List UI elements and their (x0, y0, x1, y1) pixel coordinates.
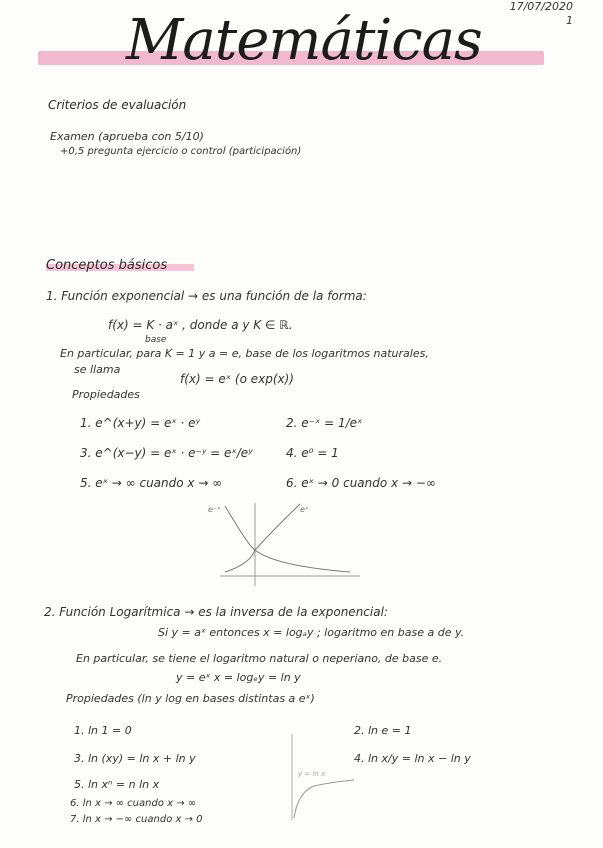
exp-props-label: Propiedades (72, 388, 140, 401)
log-prop-6: 6. ln x → ∞ cuando x → ∞ (70, 798, 197, 809)
exp-prop-2: 2. e⁻ˣ = 1/eˣ (286, 416, 363, 430)
exp-graph-growth-curve (225, 504, 300, 572)
log-prop-5: 5. ln xⁿ = n ln x (74, 778, 160, 791)
exp-called: se llama (74, 363, 121, 376)
exp-formula: f(x) = K · aˣ , donde a y K ∈ ℝ. (108, 318, 293, 332)
page-title: Matemáticas (126, 8, 482, 73)
log-formula: y = eˣ x = logₑy = ln y (176, 671, 301, 684)
exp-title: 1. Función exponencial → es una función de la forma: (46, 289, 367, 303)
exp-prop-1: 1. e^(x+y) = eˣ · eʸ (80, 416, 201, 430)
exp-particular: En particular, para K = 1 y a = e, base de los logaritmos naturales, (60, 347, 429, 360)
date-text: 17/07/2020 (509, 0, 573, 13)
exp-graph-sketch (200, 498, 370, 588)
criteria-line-1: Examen (aprueba con 5/10) (50, 130, 204, 143)
log-prop-1: 1. ln 1 = 0 (74, 724, 132, 737)
log-graph-sketch (284, 730, 356, 824)
date-header (510, 0, 573, 28)
log-prop-3: 3. ln (xy) = ln x + ln y (74, 752, 196, 765)
log-graph-curve (294, 780, 354, 818)
exp-prop-6: 6. eˣ → 0 cuando x → −∞ (286, 476, 436, 490)
criteria-line-2: +0,5 pregunta ejercicio o control (participación) (60, 146, 302, 157)
log-prop-4: 4. ln x/y = ln x − ln y (354, 752, 471, 765)
criteria-heading: Criterios de evaluación (48, 98, 187, 112)
log-particular: En particular, se tiene el logaritmo natural o neperiano, de base e. (76, 652, 443, 665)
log-prop-7: 7. ln x → −∞ cuando x → 0 (70, 814, 203, 825)
exp-prop-5: 5. eˣ → ∞ cuando x → ∞ (80, 476, 223, 490)
exp-prop-4: 4. e⁰ = 1 (286, 446, 339, 460)
log-props-label: Propiedades (ln y log en bases distintas a eˣ) (66, 692, 315, 705)
exp-graph-label-decay: e⁻ˣ (208, 505, 221, 514)
exp-graph-label-growth: eˣ (300, 505, 309, 514)
concepts-heading: Conceptos básicos (46, 258, 168, 273)
exp-prop-3: 3. e^(x−y) = eˣ · e⁻ʸ = eˣ/eʸ (80, 446, 253, 460)
exp-called-formula: f(x) = eˣ (o exp(x)) (180, 372, 294, 386)
log-title: 2. Función Logarítmica → es la inversa de la exponencial: (44, 605, 388, 619)
log-def: Si y = aˣ entonces x = logₐy ; logaritmo en base a de y. (158, 626, 465, 639)
page-number: 1 (566, 14, 573, 27)
log-prop-2: 2. ln e = 1 (354, 724, 412, 737)
exp-base-label: base (145, 335, 167, 345)
log-graph-label: y = ln x (298, 770, 326, 778)
